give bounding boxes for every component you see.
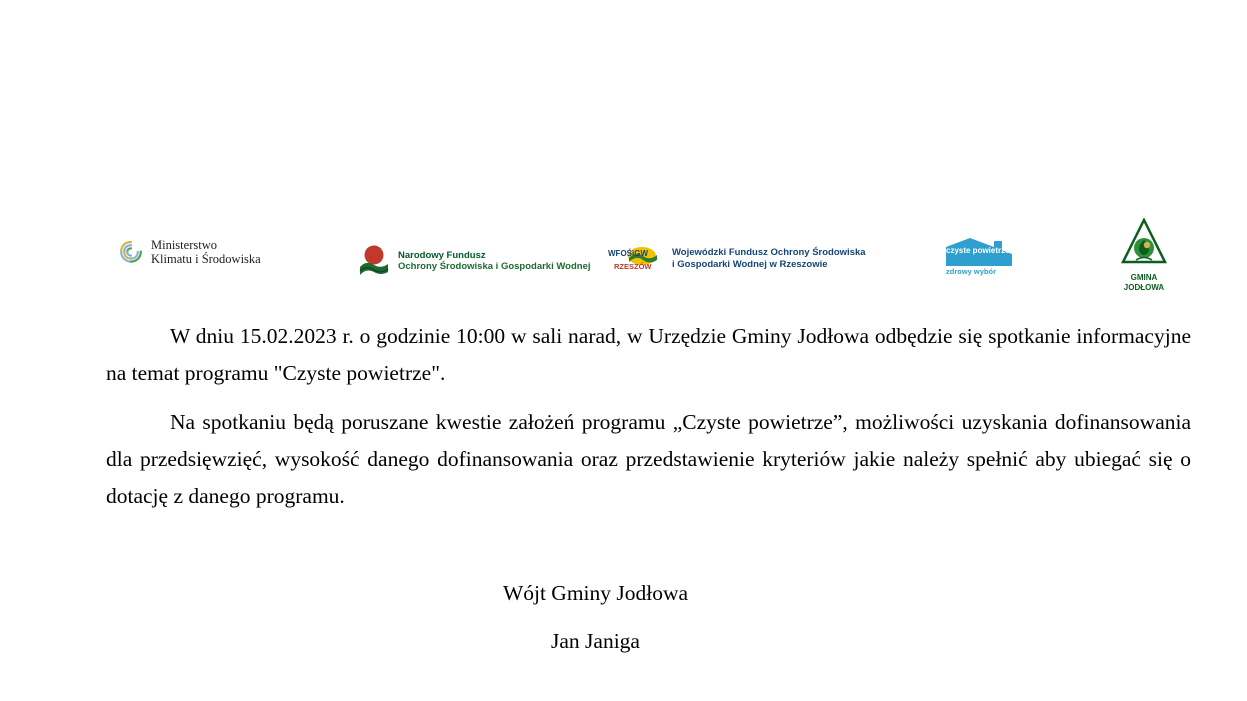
czyste-powietrze-label: czyste powietrze [946, 246, 1010, 255]
house-icon [940, 238, 1018, 266]
document-body [106, 318, 1191, 527]
svg-text:RZESZÓW: RZESZÓW [614, 262, 652, 271]
zdrowy-wybor-label: zdrowy wybór [946, 267, 997, 276]
ministerstwo-label: Ministerstwo Klimatu i Środowiska [151, 238, 261, 266]
gmina-jodlowa-label: GMINA JODŁOWA [1123, 273, 1165, 292]
logo-strip [0, 108, 1247, 292]
logo-wfosigw-rzeszow [608, 244, 866, 274]
signature-name: Jan Janiga [551, 629, 640, 653]
wfosigw-emblem-icon [608, 244, 666, 274]
logo-ministerstwo-klimatu [118, 238, 261, 266]
logo-gmina-jodlowa [1120, 218, 1168, 292]
paragraph-announcement: W dniu 15.02.2023 r. o godzinie 10:00 w sali narad, w Urzędzie Gminy Jodłowa odbędzie się spotkanie informacyjne na temat programu "Czyste powietrze". [106, 324, 1191, 385]
logo-nfosigw [355, 242, 591, 280]
svg-text:WFOŚiGW: WFOŚiGW [608, 249, 648, 258]
ministerstwo-emblem-icon [118, 239, 144, 265]
nfosigw-emblem-icon [355, 242, 393, 280]
wfosigw-label: Wojewódzki Fundusz Ochrony Środowiska i Gospodarki Wodnej w Rzeszowie [672, 247, 866, 270]
signature-block [0, 578, 1191, 656]
logo-czyste-powietrze [940, 238, 1018, 276]
nfosigw-label: Narodowy Fundusz Ochrony Środowiska i Gospodarki Wodnej [398, 249, 591, 272]
gmina-jodlowa-crest-icon [1120, 218, 1168, 271]
signature-title: Wójt Gminy Jodłowa [502, 581, 689, 605]
paragraph-details: Na spotkaniu będą poruszane kwestie założeń programu „Czyste powietrze”, możliwości uzyskania dofinansowania dla przedsięwzięć, wysokość danego dofinansowania oraz przedstawienie kryteriów jakie należy spełnić aby ubiegać się o dotację z danego programu. [106, 410, 1191, 508]
